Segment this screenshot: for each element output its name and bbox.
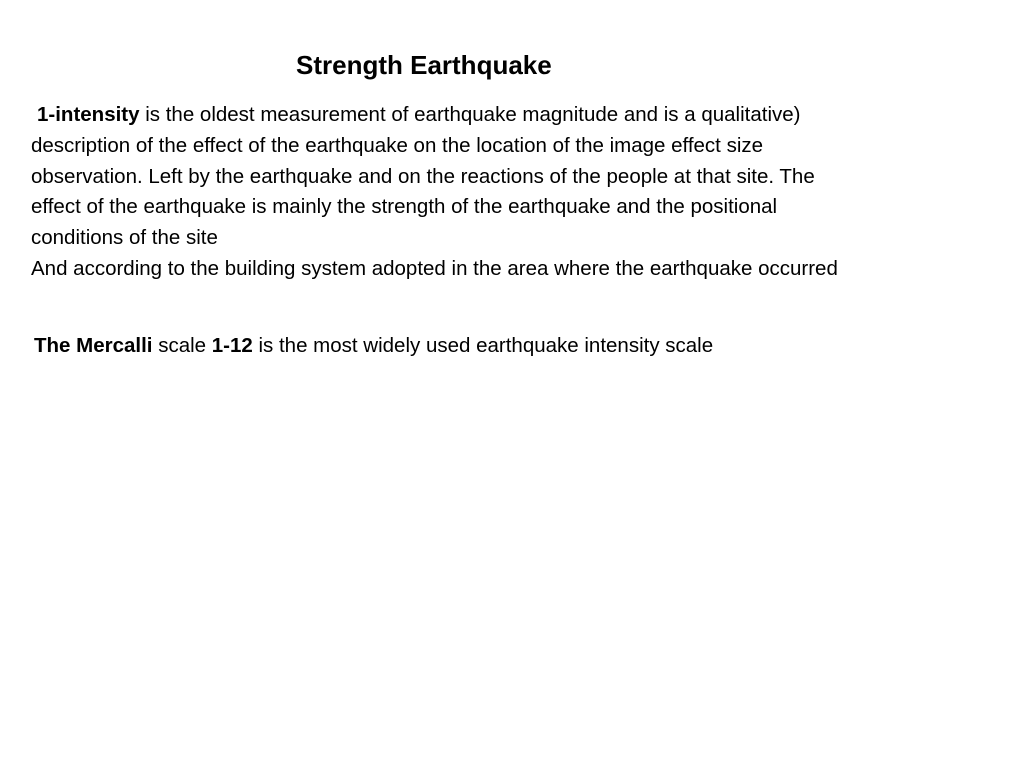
mercalli-term: The Mercalli [34, 334, 153, 357]
paragraph-line-5: conditions of the site [31, 226, 218, 250]
paragraph-line-2: description of the effect of the earthquake on the location of the image effect size [31, 133, 764, 157]
paragraph-line-4: effect of the earthquake is mainly the strength of the earthquake and the positional [31, 195, 778, 219]
paragraph-line-1 [31, 100, 1006, 131]
scale-range: 1-12 [211, 334, 253, 357]
paragraph-line-3: observation. Left by the earthquake and on the reactions of the people at that site. The [31, 164, 815, 188]
intensity-paragraph [31, 100, 1006, 285]
paragraph-line-1-text: is the oldest measurement of earthquake magnitude and is a qualitative) [139, 103, 801, 126]
paragraph-line-6: And according to the building system adopted in the area where the earthquake occurred [31, 256, 838, 280]
scale-word: scale [152, 334, 212, 357]
intensity-term: 1-intensity [37, 103, 140, 126]
mercalli-scale-note [34, 331, 713, 361]
slide-title: Strength Earthquake [296, 50, 552, 80]
scale-note-text: is the most widely used earthquake intensity scale [252, 334, 714, 357]
